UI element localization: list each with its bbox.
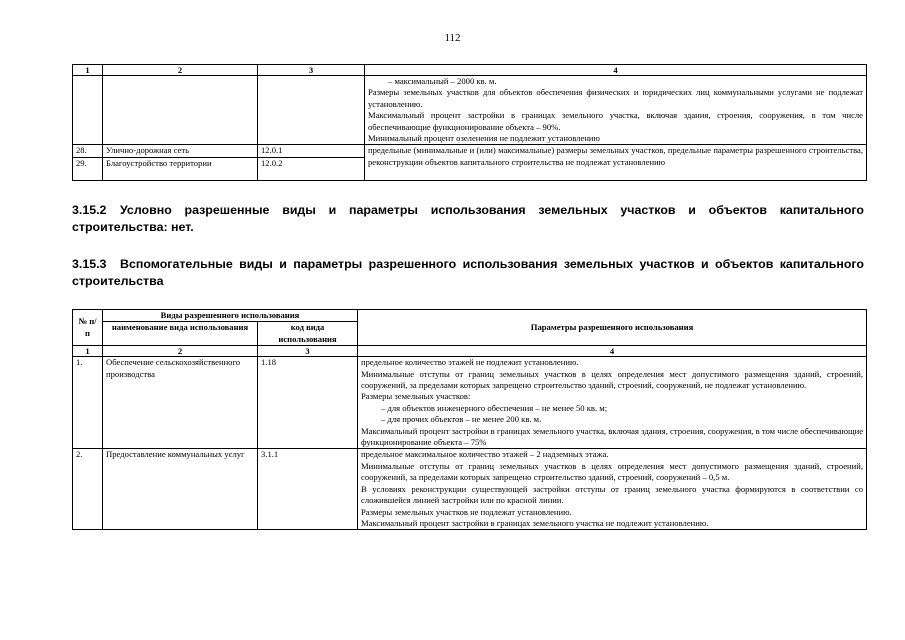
header-group: Виды разрешенного использования — [103, 310, 358, 322]
section-number: 3.15.3 — [72, 257, 107, 271]
col-number-3: 3 — [258, 65, 365, 76]
use-code: 3.1.1 — [258, 449, 358, 530]
col-number-4: 4 — [358, 346, 867, 357]
param-line: Минимальные отступы от границ земельных участков в целях определения мест допустимого размещения зданий, строений, сооружений, за пределами которых запрещено строительство зданий, строений, сооружений – 0,5 м. — [361, 460, 864, 483]
header-num: № п/п — [73, 310, 103, 346]
auxiliary-uses-table — [72, 309, 867, 530]
row-number: 2. — [73, 449, 103, 530]
param-line: – для прочих объектов – не менее 200 кв. м. — [381, 414, 542, 425]
permitted-uses-table-continued — [72, 64, 867, 181]
table-row — [73, 357, 867, 449]
section-heading-3-15-3 — [72, 256, 864, 290]
header-name: наименование вида использования — [103, 322, 258, 346]
param-line: – максимальный – 2000 кв. м. — [388, 76, 497, 86]
row-number: 29. — [73, 157, 103, 180]
table-row — [73, 76, 867, 145]
table-row — [73, 145, 867, 157]
param-line: Максимальный процент застройки в границах земельного участка не подлежит установлению. — [361, 517, 709, 528]
col-number-1: 1 — [73, 65, 103, 76]
col-number-1: 1 — [73, 346, 103, 357]
param-line: – для объектов инженерного обеспечения – не менее 50 кв. м; — [381, 402, 608, 413]
use-name: Улично-дорожная сеть — [103, 145, 258, 157]
param-line: Максимальный процент застройки в границах земельного участка, включая здания, строения, сооружения, в том числе обеспечивающие функционирование объекта – 90%. — [368, 110, 863, 132]
col-number-3: 3 — [258, 346, 358, 357]
param-line: Размеры земельных участков не подлежат установлению. — [361, 506, 572, 517]
column-number-row — [73, 346, 867, 357]
col-number-4: 4 — [365, 65, 867, 76]
param-line: Размеры земельных участков для объектов обеспечения физических и юридических лиц коммунальными услугами не подлежат установлению. — [368, 87, 863, 109]
param-line: Минимальные отступы от границ земельных участков в целях определения мест допустимого размещения зданий, строений, сооружений, за пределами которых запрещено строительство зданий, строений, сооружений, не подлежат установлению. — [361, 368, 864, 391]
param-line: Максимальный процент застройки в границах земельного участка, включая здания, строения, сооружения, в том числе обеспечивающие функционирование объекта – 75% — [361, 425, 864, 448]
use-code: 12.0.1 — [258, 145, 365, 157]
row-number: 1. — [73, 357, 103, 449]
params-cell — [365, 76, 867, 145]
col-number-2: 2 — [103, 346, 258, 357]
use-code: 1.18 — [258, 357, 358, 449]
table-row — [73, 449, 867, 530]
use-name: Предоставление коммунальных услуг — [103, 449, 258, 530]
use-code: 12.0.2 — [258, 157, 365, 180]
section-number: 3.15.2 — [72, 203, 107, 217]
column-number-row — [73, 65, 867, 76]
col-number-2: 2 — [103, 65, 258, 76]
section-title: Условно разрешенные виды и параметры использования земельных участков и объектов капитального строительства: нет. — [72, 203, 864, 234]
use-name: Обеспечение сельскохозяйственного производства — [103, 357, 258, 449]
header-params: Параметры разрешенного использования — [358, 310, 867, 346]
page-number: 112 — [444, 32, 461, 44]
header-code: код вида использования — [258, 322, 358, 346]
param-line: предельное максимальное количество этажей – 2 надземных этажа. — [361, 449, 609, 460]
section-title: Вспомогательные виды и параметры разрешенного использования земельных участков и объектов капитального строительства — [72, 257, 864, 288]
params-cell — [358, 449, 867, 530]
param-line: предельное количество этажей не подлежит установлению. — [361, 357, 579, 368]
params-cell — [358, 357, 867, 449]
param-line: Размеры земельных участков: — [361, 391, 471, 402]
use-name: Благоустройство территории — [103, 157, 258, 180]
use-params: предельные (минимальные и (или) максимальные) размеры земельных участков, предельные параметры разрешенного строительства, реконструкции объектов капитального строительства не подлежат установлению — [365, 145, 867, 180]
row-number: 28. — [73, 145, 103, 157]
param-line: В условиях реконструкции существующей застройки отступы от границ земельного участка формируются в соответствии со сложившейся линией застройки или по красной линии. — [361, 483, 864, 506]
section-heading-3-15-2 — [72, 202, 864, 236]
param-line: Минимальный процент озеленения не подлежит установлению — [368, 133, 600, 144]
